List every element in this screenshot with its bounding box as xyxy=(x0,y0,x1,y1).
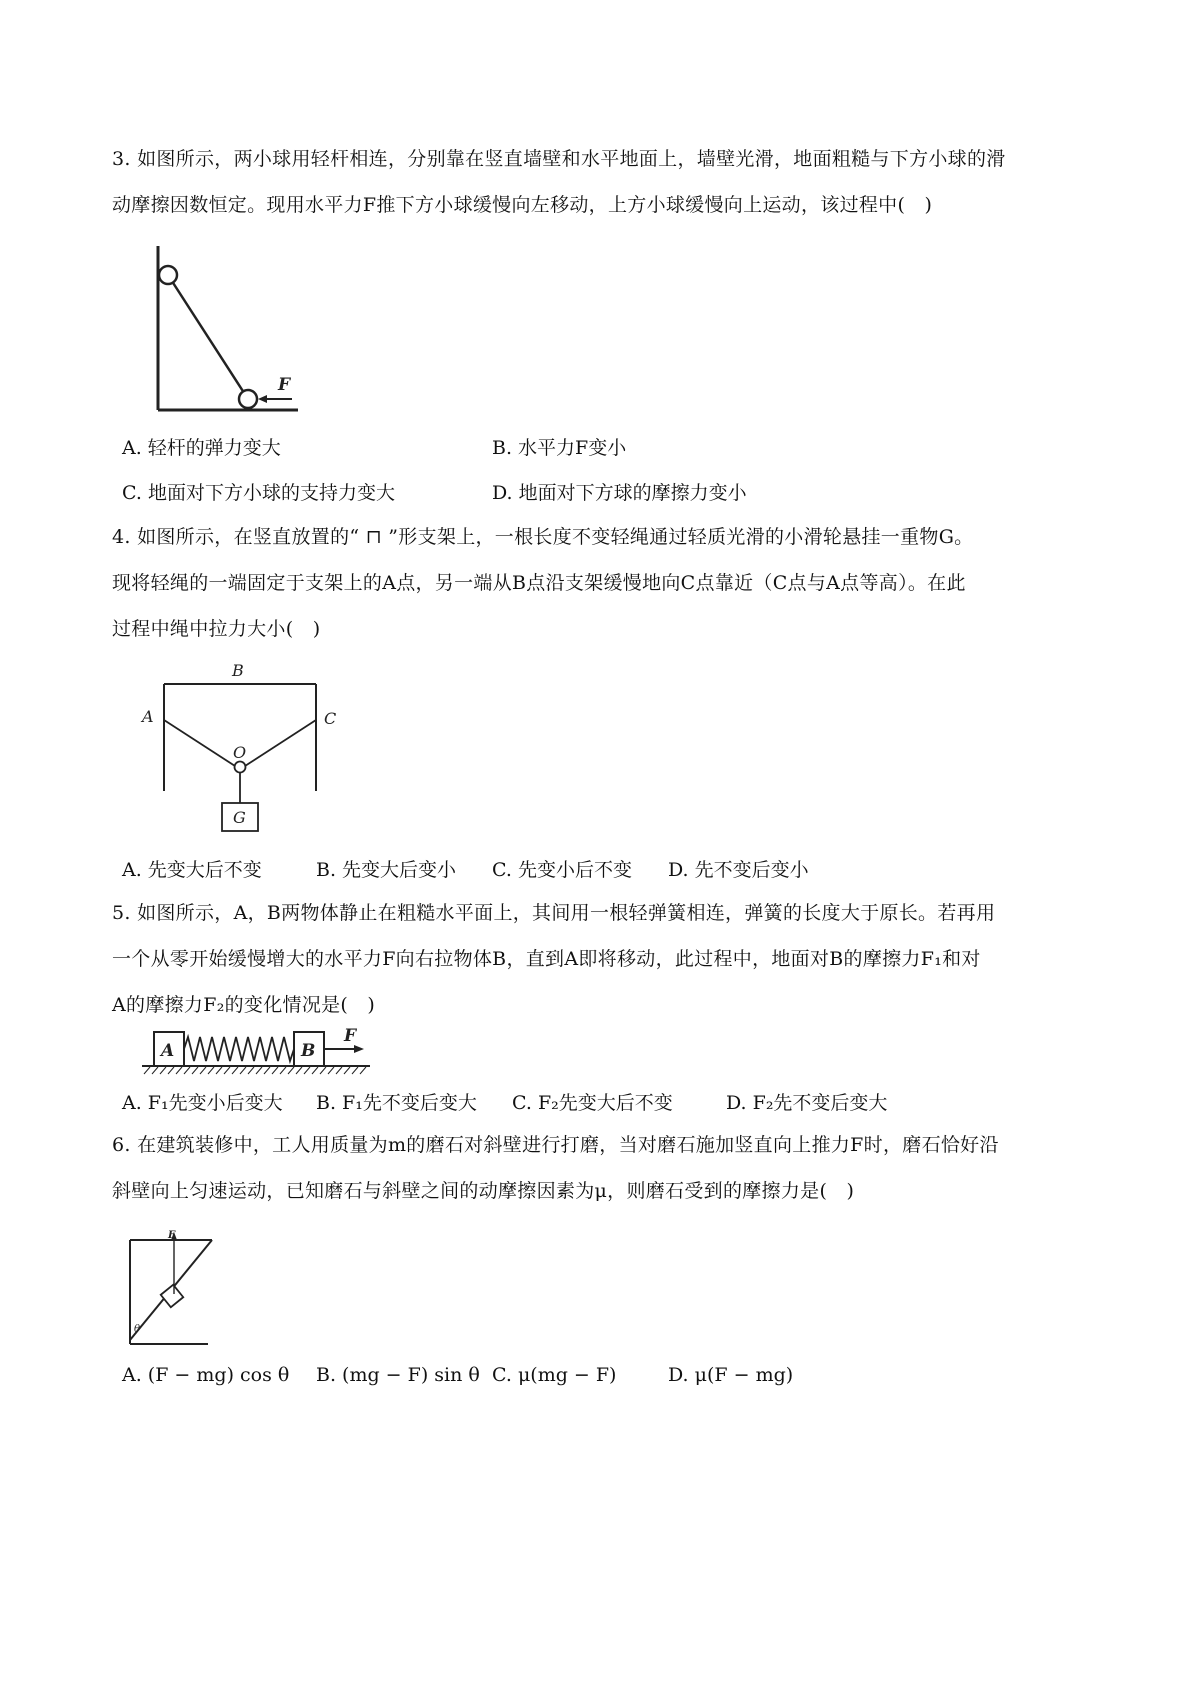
q6-option-b: B. (mg − F) sin θ xyxy=(316,1364,480,1386)
q4-option-a: A. 先变大后不变 xyxy=(122,859,262,881)
q5-stem xyxy=(112,890,1092,1028)
q5-option-a: A. F₁先变小后变大 xyxy=(122,1092,283,1114)
q5-option-d: D. F₂先不变后变大 xyxy=(726,1092,888,1114)
q5-stem-line-3: A的摩擦力F₂的变化情况是( ) xyxy=(112,994,376,1016)
q6-stem-line-1: 6. 在建筑装修中，工人用质量为m的磨石对斜壁进行打磨，当对磨石施加竖直向上推力F时，磨石恰好沿 xyxy=(112,1134,999,1156)
q3-upper-ball xyxy=(159,266,177,284)
q3-option-c: C. 地面对下方小球的支持力变大 xyxy=(122,482,395,504)
q6-grindstone xyxy=(161,1285,184,1308)
q6-figure-inclined-wall xyxy=(122,1228,222,1350)
q5-label-f: F xyxy=(344,1026,357,1046)
q4-label-c: C xyxy=(324,709,337,728)
q4-figure-frame-pulley xyxy=(136,656,346,836)
q3-figure-rod-wall xyxy=(140,240,320,420)
q4-stem-line-3: 过程中绳中拉力大小( ) xyxy=(112,618,321,640)
q5-stem-line-2: 一个从零开始缓慢增大的水平力F向右拉物体B，直到A即将移动，此过程中，地面对B的摩擦力F₁和对 xyxy=(112,948,981,970)
q4-label-o: O xyxy=(233,743,247,762)
q3-lower-ball xyxy=(239,390,257,408)
q3-stem xyxy=(112,136,1092,228)
q4-rope-left xyxy=(164,720,235,766)
q5-option-b: B. F₁先不变后变大 xyxy=(316,1092,477,1114)
q6-option-a: A. (F − mg) cos θ xyxy=(122,1364,290,1386)
q4-pulley xyxy=(235,762,246,773)
q4-label-a: A xyxy=(142,707,154,726)
q5-option-c: C. F₂先变大后不变 xyxy=(512,1092,673,1114)
q5-label-a: A xyxy=(161,1041,175,1061)
q3-stem-line-1: 3. 如图所示，两小球用轻杆相连，分别靠在竖直墙壁和水平地面上，墙壁光滑，地面粗糙与下方小球的滑 xyxy=(112,148,1006,170)
q4-option-b: B. 先变大后变小 xyxy=(316,859,457,881)
q6-stem xyxy=(112,1122,1092,1214)
q4-label-b: B xyxy=(232,661,244,680)
q5-stem-line-1: 5. 如图所示，A，B两物体静止在粗糙水平面上，其间用一根轻弹簧相连，弹簧的长度大于原长。若再用 xyxy=(112,902,996,924)
q6-stem-line-2: 斜壁向上匀速运动，已知磨石与斜壁之间的动摩擦因素为μ，则磨石受到的摩擦力是( ) xyxy=(112,1180,855,1202)
q6-option-c: C. μ(mg − F) xyxy=(492,1364,617,1386)
q5-figure-blocks-spring xyxy=(140,1020,380,1080)
q5-force-arrow-head xyxy=(354,1045,364,1053)
q4-option-c: C. 先变小后不变 xyxy=(492,859,632,881)
q4-stem-line-2: 现将轻绳的一端固定于支架上的A点，另一端从B点沿支架缓慢地向C点靠近（C点与A点等高）。在此 xyxy=(112,572,966,594)
q6-label-theta: θ xyxy=(134,1324,141,1335)
q3-stem-line-2: 动摩擦因数恒定。现用水平力F推下方小球缓慢向左移动，上方小球缓慢向上运动，该过程中( ) xyxy=(112,194,933,216)
q5-spring xyxy=(184,1037,294,1061)
q3-option-d: D. 地面对下方球的摩擦力变小 xyxy=(492,482,747,504)
q6-label-f: F xyxy=(168,1230,176,1241)
q3-rod xyxy=(168,275,248,399)
q5-label-b: B xyxy=(301,1041,316,1061)
q4-option-d: D. 先不变后变小 xyxy=(668,859,809,881)
q4-stem-line-1: 4. 如图所示，在竖直放置的“ ⊓ ”形支架上，一根长度不变轻绳通过轻质光滑的小滑轮悬挂一重物G。 xyxy=(112,526,974,548)
q4-rope-right xyxy=(245,720,316,766)
q3-option-b: B. 水平力F变小 xyxy=(492,437,627,459)
q3-force-arrow-head xyxy=(258,395,267,403)
q4-stem xyxy=(112,514,1092,652)
q3-force-label: F xyxy=(278,375,291,395)
q5-ground-hatching xyxy=(144,1067,366,1074)
q4-label-g: G xyxy=(233,808,246,827)
q3-option-a: A. 轻杆的弹力变大 xyxy=(122,437,281,459)
q6-option-d: D. μ(F − mg) xyxy=(668,1364,794,1386)
